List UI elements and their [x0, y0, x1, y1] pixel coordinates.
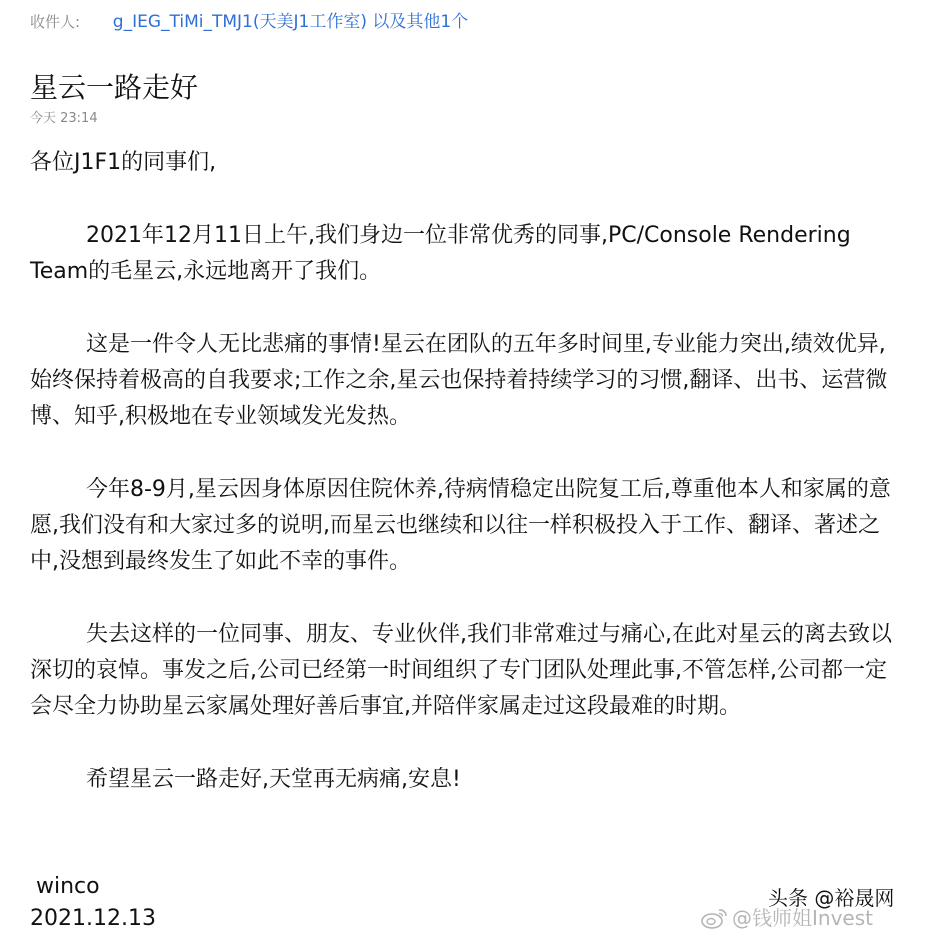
recipient-label: 收件人: — [30, 13, 81, 31]
watermark-toutiao: 头条 @裕晟网 — [768, 886, 895, 910]
weibo-icon — [700, 907, 728, 929]
email-timestamp: 今天 23:14 — [30, 111, 98, 126]
email-paragraph-3: 今年8-9月,星云因身体原因住院休养,待病情稳定出院复工后,尊重他本人和家属的意愿,我们没有和大家过多的说明,而星云也继续和以往一样积极投入于工作、翻译、著述之中,没想到最终发生了如此不幸的事件。 — [30, 477, 891, 574]
email-paragraph-2: 这是一件令人无比悲痛的事情!星云在团队的五年多时间里,专业能力突出,绩效优异,始终保持着极高的自我要求;工作之余,星云也保持着持续学习的习惯,翻译、出书、运营微博、知乎,积极地在专业领域发光发热。 — [30, 332, 888, 429]
email-subject: 星云一路走好 — [30, 71, 199, 104]
watermark-weibo-text: @钱师姐Invest — [732, 906, 873, 930]
watermark-weibo — [700, 904, 873, 932]
recipient-link[interactable]: g_IEG_TiMi_TMJ1(天美J1工作室) 以及其他1个 — [112, 12, 469, 32]
email-paragraph-4: 失去这样的一位同事、朋友、专业伙伴,我们非常难过与痛心,在此对星云的离去致以深切的哀悼。事发之后,公司已经第一时间组织了专门团队处理此事,不管怎样,公司都一定会尽全力协助星云家属处理好善后事宜,并陪伴家属走过这段最难的时期。 — [30, 622, 892, 719]
email-signature: winco — [36, 874, 100, 899]
email-paragraph-1: 2021年12月11日上午,我们身边一位非常优秀的同事,PC/Console Rendering Team的毛星云,永远地离开了我们。 — [30, 223, 851, 284]
email-paragraph-5: 希望星云一路走好,天堂再无病痛,安息! — [86, 767, 461, 792]
email-greeting: 各位J1F1的同事们, — [30, 150, 217, 175]
email-body — [30, 145, 905, 835]
recipient-row — [30, 10, 910, 34]
email-sign-date: 2021.12.13 — [30, 906, 156, 931]
